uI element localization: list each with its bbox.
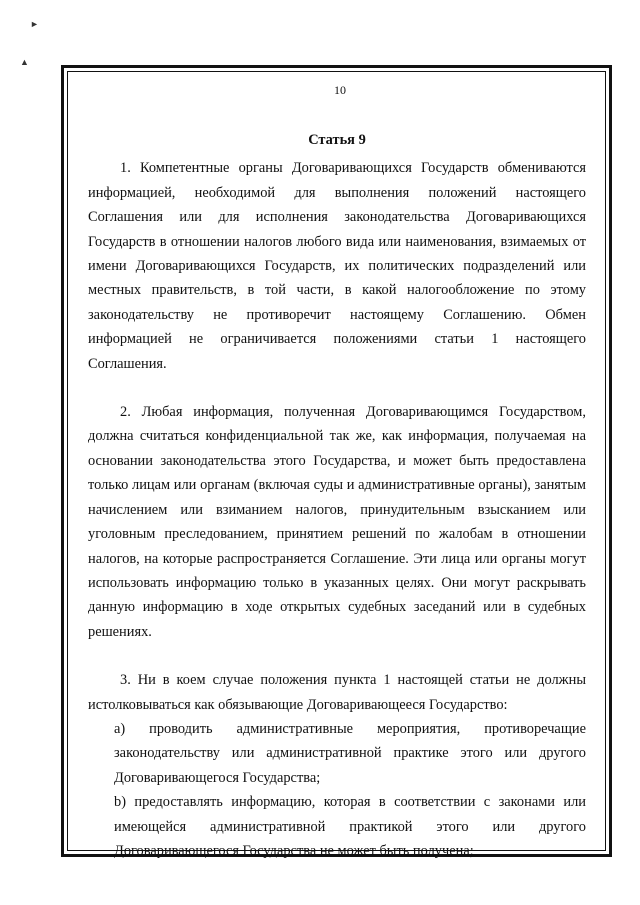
scan-mark-top: ► bbox=[30, 19, 39, 29]
paragraph-gap bbox=[88, 644, 586, 668]
article-title: Статья 9 bbox=[308, 132, 366, 148]
paragraph-1: 1. Компетентные органы Договаривающихся Государств обмениваются информацией, необходимой для выполнения положений настоящего Соглашения или для исполнения законодательства Договаривающихся Государств в отношении налогов любого вида или наименования, взимаемых от имени Договаривающихся Государств, их политических подразделений или местных правительств, в той части, в какой налогообложение по этому законодательству не противоречит настоящему Соглашению. Обмен информацией не ограничивается положениями статьи 1 настоящего Соглашения. bbox=[88, 160, 586, 372]
subitem-a: a) проводить административные мероприятия, противоречащие законодательству или административной практике этого или другого Договаривающегося Государства; bbox=[114, 720, 586, 786]
subitem-b: b) предоставлять информацию, которая в соответствии с законами или имеющейся административной практикой этого или другого Договаривающегося Государства не может быть получена; bbox=[114, 794, 586, 859]
document-body bbox=[88, 128, 586, 863]
page-number: 10 bbox=[334, 83, 346, 97]
paragraph-gap bbox=[88, 376, 586, 400]
paragraph-3: 3. Ни в коем случае положения пункта 1 настоящей статьи не должны истолковываться как обязывающие Договаривающееся Государство: bbox=[88, 672, 586, 713]
scan-mark-bottom: ▲ bbox=[20, 57, 29, 67]
paragraph-2: 2. Любая информация, полученная Договаривающимся Государством, должна считаться конфиденциальной так же, как информация, получаемая на основании законодательства этого Государства, и может быть предоставлена только лицам или органам (включая суды и административные органы), занятым начислением или взиманием налогов, принудительным взысканием или уголовным преследованием, принятием решений по жалобам в отношении налогов, на которые распространяется Соглашение. Эти лица или органы могут использовать информацию только в указанных целях. Они могут раскрывать данную информацию в ходе открытых судебных заседаний или в судебных решениях. bbox=[88, 404, 586, 640]
